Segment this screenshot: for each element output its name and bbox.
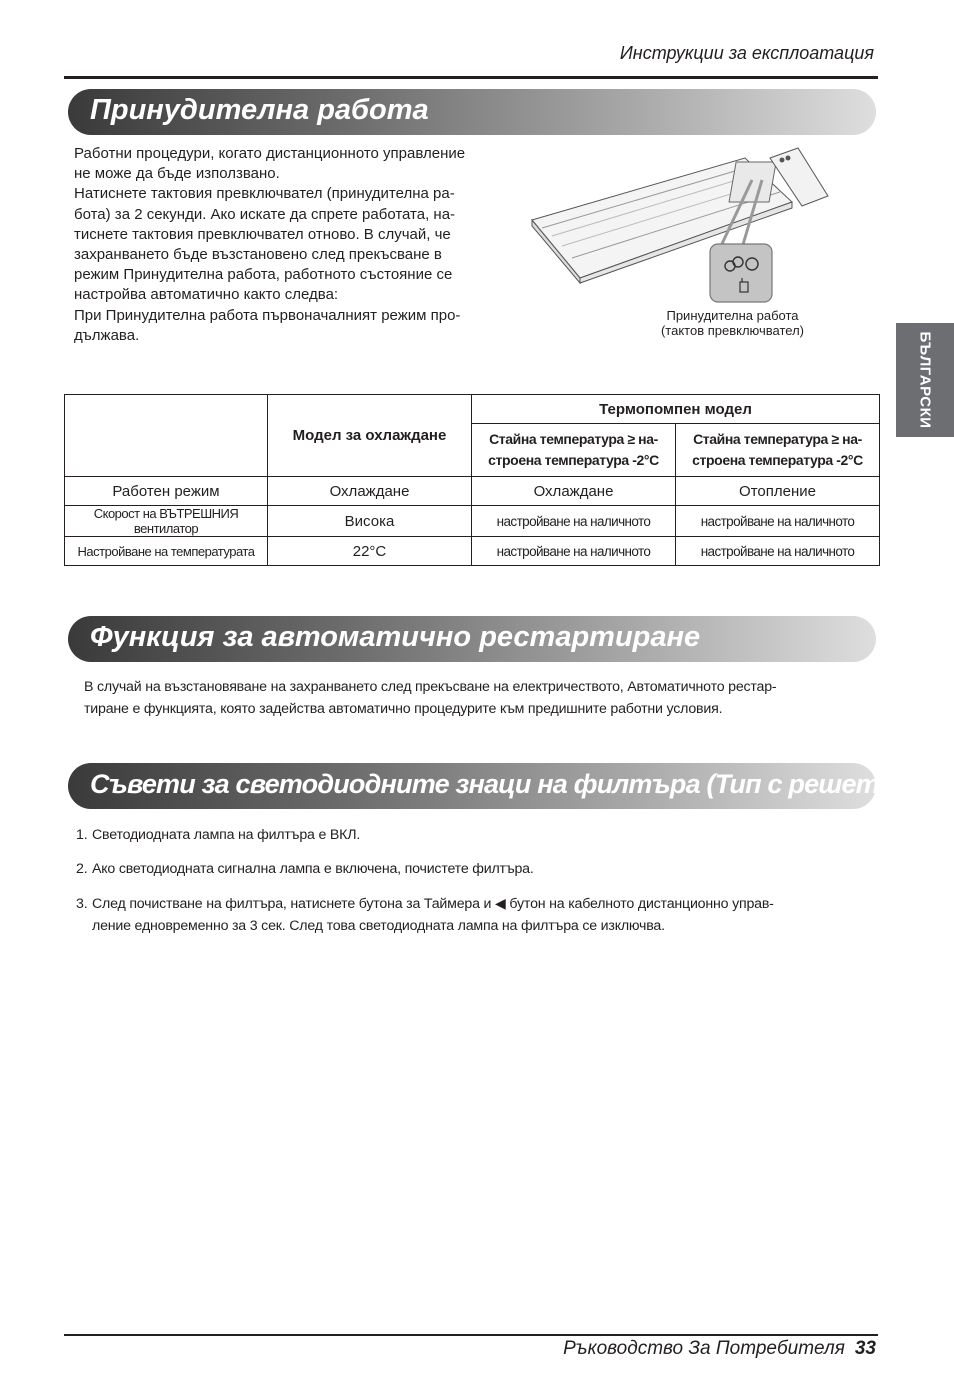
list-item (76, 858, 876, 880)
heatpump-cell: настройване на наличното (676, 537, 880, 566)
subheader-line: строена температура -2°C (488, 452, 659, 468)
table-subheader-heatpump-1 (472, 424, 676, 477)
auto-restart-paragraph (84, 676, 884, 720)
figure-caption-line1: Принудителна работа (666, 308, 799, 323)
section-title-forced-operation: Принудителна работа (90, 94, 429, 126)
page-number: 33 (854, 1338, 876, 1359)
section-bar-auto-restart (68, 616, 876, 662)
table-row (65, 506, 880, 537)
section-bar-filter-led (68, 763, 915, 809)
table-header-heatpump: Термопомпен модел (472, 395, 880, 424)
footer-rule (64, 1334, 878, 1336)
list-item (76, 893, 876, 937)
paragraph-line: тиране е функцията, която задейства автоматично процедурите към предишните работни условия. (84, 701, 723, 717)
indoor-unit-illustration (530, 140, 860, 310)
language-tab (896, 323, 954, 437)
section-bar-forced-operation (68, 89, 876, 135)
heatpump-cell: настройване на наличното (472, 537, 676, 566)
paragraph-line: настройва автоматично както следва: (74, 286, 339, 304)
header-rule (64, 76, 878, 79)
tact-switch-detail-icon (710, 244, 772, 302)
table-row (65, 477, 880, 506)
paragraph-line: тиснете тактовия превключвател отново. В случай, че (74, 225, 451, 243)
forced-operation-table (64, 394, 880, 566)
heatpump-cell: Отопление (676, 477, 880, 506)
page-header-title: Инструкции за експлоатация (619, 43, 874, 63)
row-label: Настройване на температурата (65, 537, 268, 566)
paragraph-line: режим Принудителна работа, работното състояние се (74, 266, 453, 284)
list-item-number: 3. (76, 896, 88, 912)
row-label: Работен режим (65, 477, 268, 506)
heatpump-cell: настройване на наличното (472, 506, 676, 537)
paragraph-line: В случай на възстановяване на захранването след прекъсване на електричеството, Автоматичното рестар- (84, 679, 777, 695)
list-item-number: 2. (76, 861, 88, 877)
footer-label: Ръководство За Потребителя (563, 1338, 845, 1359)
list-item-text: След почистване на филтъра, натиснете бутона за Таймера и ◀ бутон на кабелното дистанционно управ- (92, 896, 774, 912)
paragraph-line: Натиснете тактовия превключвател (принудителна ра- (74, 185, 455, 203)
paragraph-line: При Принудителна работа първоначалният режим про- (74, 306, 461, 324)
subheader-line: Стайна температура ≥ на- (693, 431, 862, 447)
list-item (76, 824, 876, 846)
paragraph-line: дължава. (74, 326, 140, 344)
forced-operation-paragraph (74, 144, 514, 346)
section-title-filter-led: Съвети за светодиодните знаци на филтъра (Тип с решетка) (90, 769, 915, 799)
paragraph-line: не може да бъде използвано. (74, 165, 280, 183)
table-header-cooling: Модел за охлаждане (268, 395, 472, 477)
table-corner-cell (65, 395, 268, 477)
language-tab-label: БЪЛГАРСКИ (916, 331, 934, 429)
list-item-text: Светодиодната лампа на филтъра е ВКЛ. (92, 827, 361, 843)
paragraph-line: захранването бъде възстановено след прекъсване в (74, 246, 442, 264)
subheader-line: строена температура -2°C (692, 452, 863, 468)
paragraph-line: бота) за 2 секунди. Ако искате да спрете работата, на- (74, 205, 456, 223)
subheader-line: Стайна температура ≥ на- (489, 431, 658, 447)
figure-caption (610, 308, 855, 338)
cooling-cell: 22°C (268, 537, 472, 566)
paragraph-line: Работни процедури, когато дистанционното управление (74, 145, 466, 162)
page-footer (563, 1338, 876, 1360)
list-item-number: 1. (76, 827, 88, 843)
row-label: Скорост на ВЪТРЕШНИЯ вентилатор (65, 506, 268, 537)
heatpump-cell: Охлаждане (472, 477, 676, 506)
list-item-text-continued: ление едновременно за 3 сек. След това светодиодната лампа на филтъра се изключва. (92, 918, 665, 934)
heatpump-cell: настройване на наличното (676, 506, 880, 537)
list-item-text: Ако светодиодната сигнална лампа е включена, почистете филтъра. (92, 861, 534, 877)
table-row (65, 537, 880, 566)
cooling-cell: Висока (268, 506, 472, 537)
cooling-cell: Охлаждане (268, 477, 472, 506)
section-title-auto-restart: Функция за автоматично рестартиране (90, 621, 701, 653)
figure-caption-line2: (тактов превключвател) (660, 323, 805, 338)
table-subheader-heatpump-2 (676, 424, 880, 477)
